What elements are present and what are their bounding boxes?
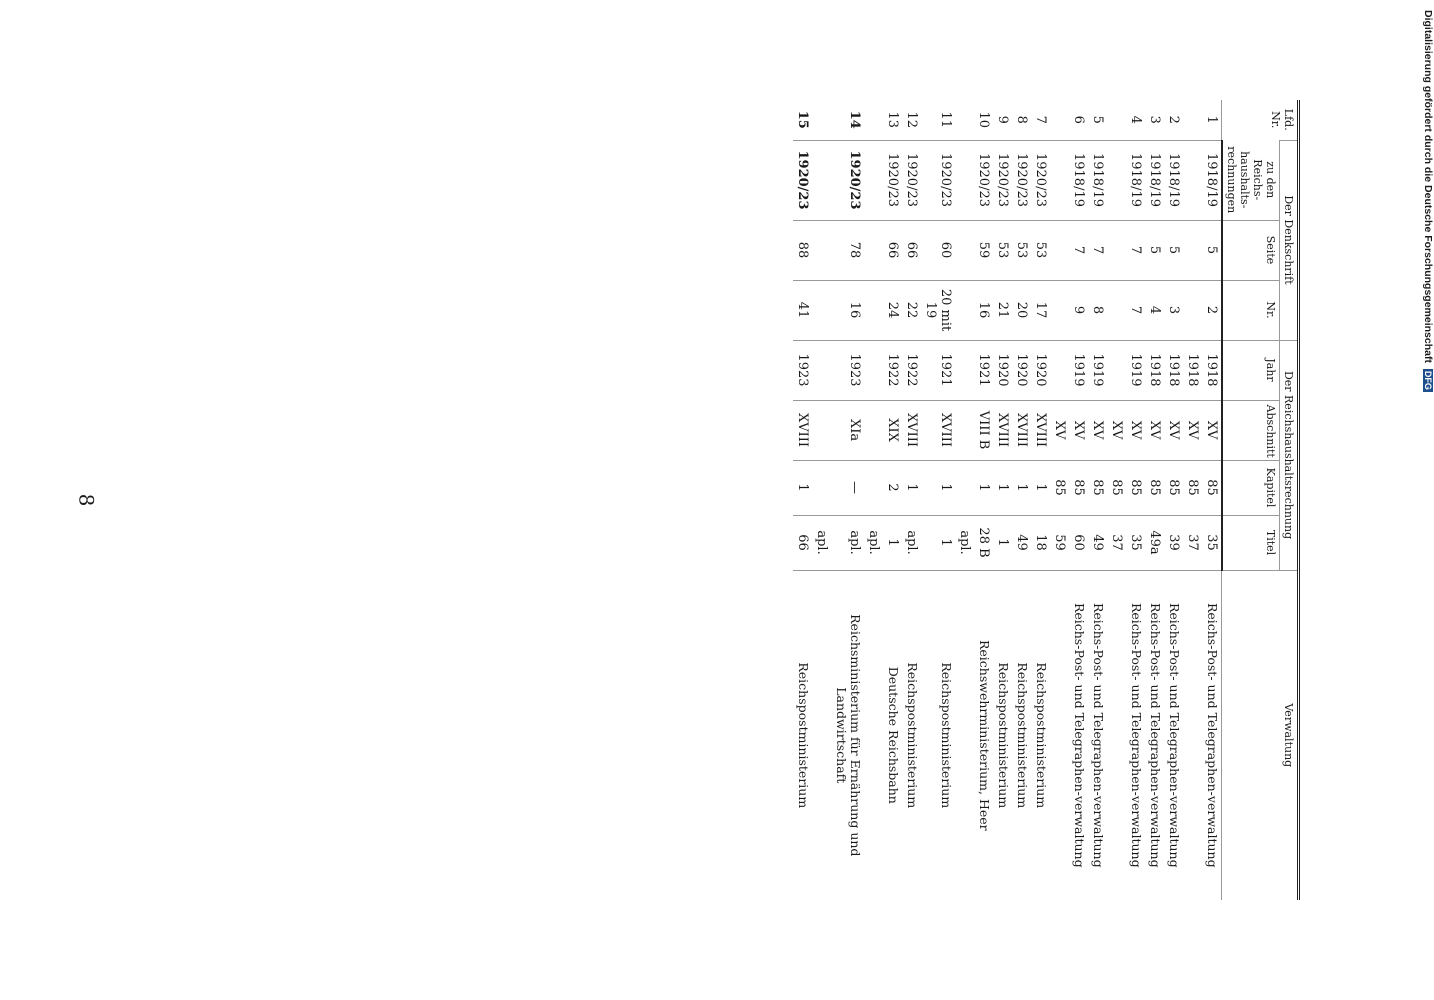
cell-nr: 9	[1069, 280, 1088, 340]
cell-verwaltung: Reichs-Post- und Telegraphen-verwaltung	[1088, 570, 1107, 900]
cell-rechnungen: 1920/23	[921, 140, 955, 220]
cell-nr: 22	[902, 280, 921, 340]
cell-verwaltung: Reichspostministerium	[1012, 570, 1031, 900]
cell-verwaltung	[955, 570, 974, 900]
cell-lfd: 1	[1204, 115, 1220, 124]
cell-verwaltung: Reichspostministerium	[921, 570, 955, 900]
cell-rechnungen: 1920/23	[831, 140, 864, 220]
table-row	[902, 100, 921, 900]
cell-rechnungen: 1918/19	[1164, 140, 1183, 220]
cell-nr: 24	[883, 280, 902, 340]
cell-nr	[1107, 280, 1126, 340]
cell-titel: apl.	[831, 515, 864, 570]
cell-titel: 37	[1183, 515, 1202, 570]
cell-kapitel: 1	[1031, 460, 1050, 515]
cell-titel: 1	[921, 515, 955, 570]
cell-kapitel: 1	[793, 460, 812, 515]
cell-kapitel: 85	[1164, 460, 1183, 515]
cell-abschnitt: XV	[1050, 400, 1069, 460]
cell-nr	[1050, 280, 1069, 340]
cell-seite: 66	[883, 220, 902, 280]
cell-rechnungen	[1050, 140, 1069, 220]
cell-lfd	[812, 100, 831, 140]
cell-seite: 53	[1012, 220, 1031, 280]
cell-verwaltung: Reichs-Post- und Telegraphen-verwaltung	[1145, 570, 1164, 900]
cell-titel: 35	[1202, 515, 1222, 570]
header-abschnitt: Abschnitt	[1222, 400, 1280, 460]
cell-lfd: 11	[938, 111, 953, 129]
page-number: 8	[74, 493, 99, 507]
cell-lfd: 7	[1033, 115, 1048, 124]
cell-kapitel: 1	[921, 460, 955, 515]
header-zu-den-rechnungen: zu den Reichs-haushalts-rechnungen	[1222, 140, 1280, 220]
cell-verwaltung: Reichspostministerium	[902, 570, 921, 900]
cell-titel: 39	[1164, 515, 1183, 570]
ledger-table-rotated	[124, 100, 1300, 900]
cell-kapitel: 85	[1202, 460, 1222, 515]
cell-titel: 59	[1050, 515, 1069, 570]
cell-abschnitt	[812, 400, 831, 460]
cell-nr	[812, 280, 831, 340]
cell-abschnitt: XVIII	[793, 400, 812, 460]
cell-rechnungen	[864, 140, 883, 220]
dfg-logo: DFG	[1423, 370, 1433, 390]
cell-nr: 16	[831, 280, 864, 340]
cell-seite: 5	[1164, 220, 1183, 280]
cell-rechnungen: 1920/23	[1031, 140, 1050, 220]
cell-rechnungen	[812, 140, 831, 220]
table-row	[921, 100, 955, 900]
cell-titel: 1	[883, 515, 902, 570]
cell-rechnungen: 1918/19	[1145, 140, 1164, 220]
cell-jahr: 1920	[993, 340, 1012, 400]
cell-nr: 16	[974, 280, 993, 340]
cell-nr: 20 mit 19	[921, 280, 955, 340]
cell-jahr: 1922	[883, 340, 902, 400]
cell-lfd: 8	[1014, 115, 1029, 124]
cell-lfd	[1050, 100, 1069, 140]
table-row	[1012, 100, 1031, 900]
header-verwaltung: Verwaltung	[1222, 570, 1299, 900]
cell-lfd	[955, 100, 974, 140]
cell-titel: apl.	[864, 515, 883, 570]
cell-lfd: 2	[1166, 115, 1181, 124]
cell-jahr	[812, 340, 831, 400]
cell-kapitel	[864, 460, 883, 515]
header-seite: Seite	[1222, 220, 1280, 280]
cell-titel: 49	[1012, 515, 1031, 570]
cell-nr: 20	[1012, 280, 1031, 340]
table-row	[1164, 100, 1183, 900]
cell-seite: 66	[902, 220, 921, 280]
cell-kapitel	[812, 460, 831, 515]
cell-verwaltung: Deutsche Reichsbahn	[883, 570, 902, 900]
cell-titel: apl.	[955, 515, 974, 570]
cell-abschnitt: XVIII	[993, 400, 1012, 460]
cell-nr: 7	[1126, 280, 1145, 340]
cell-kapitel: 85	[1183, 460, 1202, 515]
table-row	[864, 100, 883, 900]
cell-nr: 21	[993, 280, 1012, 340]
cell-verwaltung: Reichswehrministerium, Heer	[974, 570, 993, 900]
cell-abschnitt: XVIII	[1031, 400, 1050, 460]
table-row	[1183, 100, 1202, 900]
cell-nr: 41	[793, 280, 812, 340]
table-row	[1050, 100, 1069, 900]
cell-rechnungen: 1918/19	[1088, 140, 1107, 220]
cell-seite: 59	[974, 220, 993, 280]
cell-seite: 78	[831, 220, 864, 280]
header-nr: Nr.	[1222, 280, 1280, 340]
cell-rechnungen	[955, 140, 974, 220]
table-row	[793, 100, 812, 900]
cell-kapitel: 1	[993, 460, 1012, 515]
table-row	[1088, 100, 1107, 900]
ledger-table	[793, 100, 1300, 900]
table-row	[1069, 100, 1088, 900]
table-row	[993, 100, 1012, 900]
cell-rechnungen: 1920/23	[993, 140, 1012, 220]
cell-verwaltung: Reichspostministerium	[793, 570, 812, 900]
cell-jahr: 1923	[793, 340, 812, 400]
cell-kapitel: 85	[1107, 460, 1126, 515]
table-row	[831, 100, 864, 900]
cell-abschnitt: XVIII	[1012, 400, 1031, 460]
cell-jahr: 1919	[1126, 340, 1145, 400]
table-row	[1202, 100, 1222, 900]
cell-seite: 88	[793, 220, 812, 280]
cell-nr	[955, 280, 974, 340]
cell-verwaltung	[1183, 570, 1202, 900]
cell-rechnungen: 1920/23	[793, 140, 812, 220]
cell-jahr	[1050, 340, 1069, 400]
cell-jahr: 1921	[921, 340, 955, 400]
cell-rechnungen: 1918/19	[1069, 140, 1088, 220]
cell-nr	[864, 280, 883, 340]
cell-jahr: 1921	[974, 340, 993, 400]
cell-rechnungen	[1183, 140, 1202, 220]
cell-titel: 49a	[1145, 515, 1164, 570]
cell-abschnitt: XV	[1164, 400, 1183, 460]
table-row	[812, 100, 831, 900]
cell-kapitel: —	[831, 460, 864, 515]
cell-seite	[1107, 220, 1126, 280]
cell-seite: 7	[1126, 220, 1145, 280]
cell-lfd: 10	[976, 111, 991, 129]
cell-seite: 60	[921, 220, 955, 280]
cell-verwaltung: Reichs-Post- und Telegraphen-verwaltung	[1126, 570, 1145, 900]
cell-nr	[1183, 280, 1202, 340]
cell-abschnitt: VIII B	[974, 400, 993, 460]
cell-abschnitt: XVIII	[902, 400, 921, 460]
cell-seite: 53	[993, 220, 1012, 280]
digitization-note-text: Digitalisierung gefördert durch die Deutsche Forschungsgemeinschaft	[1422, 10, 1434, 363]
header-denkschrift: Der Denkschrift	[1280, 140, 1299, 340]
cell-seite: 5	[1202, 220, 1222, 280]
cell-jahr	[864, 340, 883, 400]
table-row	[1145, 100, 1164, 900]
cell-rechnungen: 1920/23	[1012, 140, 1031, 220]
header-reichshaushaltsrechnung: Der Reichshaushaltsrechnung	[1280, 340, 1299, 570]
cell-seite	[864, 220, 883, 280]
cell-lfd: 4	[1128, 115, 1143, 124]
cell-verwaltung: Reichspostministerium	[1031, 570, 1050, 900]
cell-lfd: 5	[1090, 115, 1105, 124]
cell-kapitel: 85	[1069, 460, 1088, 515]
cell-seite: 7	[1088, 220, 1107, 280]
cell-jahr: 1922	[902, 340, 921, 400]
cell-verwaltung: Reichspostministerium	[993, 570, 1012, 900]
cell-seite: 7	[1069, 220, 1088, 280]
cell-kapitel: 85	[1145, 460, 1164, 515]
digitization-note	[1418, 10, 1434, 990]
cell-lfd: 9	[995, 115, 1010, 124]
cell-jahr: 1919	[1069, 340, 1088, 400]
cell-kapitel	[955, 460, 974, 515]
cell-lfd: 12	[904, 111, 919, 129]
cell-seite	[812, 220, 831, 280]
cell-verwaltung	[1050, 570, 1069, 900]
cell-rechnungen: 1920/23	[902, 140, 921, 220]
table-row	[1031, 100, 1050, 900]
table-row	[974, 100, 993, 900]
cell-abschnitt: XIX	[883, 400, 902, 460]
cell-titel: 49	[1088, 515, 1107, 570]
cell-lfd: 14	[847, 110, 862, 129]
cell-jahr: 1918	[1164, 340, 1183, 400]
ledger-body	[793, 100, 1222, 900]
table-row	[1126, 100, 1145, 900]
cell-abschnitt	[864, 400, 883, 460]
cell-seite: 5	[1145, 220, 1164, 280]
cell-jahr: 1923	[831, 340, 864, 400]
cell-abschnitt: XVIII	[921, 400, 955, 460]
cell-nr: 8	[1088, 280, 1107, 340]
cell-kapitel: 1	[1012, 460, 1031, 515]
table-row	[1107, 100, 1126, 900]
cell-verwaltung	[1107, 570, 1126, 900]
cell-abschnitt	[955, 400, 974, 460]
cell-nr: 17	[1031, 280, 1050, 340]
cell-abschnitt: XIa	[831, 400, 864, 460]
cell-kapitel: 85	[1126, 460, 1145, 515]
cell-lfd	[1183, 100, 1202, 140]
cell-lfd: 6	[1071, 115, 1086, 124]
cell-kapitel: 2	[883, 460, 902, 515]
cell-titel: apl.	[902, 515, 921, 570]
cell-lfd	[1107, 100, 1126, 140]
cell-abschnitt: XV	[1069, 400, 1088, 460]
cell-seite: 53	[1031, 220, 1050, 280]
cell-verwaltung	[812, 570, 831, 900]
cell-kapitel: 85	[1050, 460, 1069, 515]
cell-lfd: 3	[1147, 115, 1162, 124]
cell-rechnungen: 1920/23	[974, 140, 993, 220]
header-jahr: Jahr	[1222, 340, 1280, 400]
cell-kapitel: 1	[974, 460, 993, 515]
cell-seite	[1183, 220, 1202, 280]
table-row	[883, 100, 902, 900]
table-row	[955, 100, 974, 900]
cell-abschnitt: XV	[1107, 400, 1126, 460]
cell-rechnungen: 1918/19	[1126, 140, 1145, 220]
cell-verwaltung: Reichs-Post- und Telegraphen-verwaltung	[1202, 570, 1222, 900]
cell-kapitel: 1	[902, 460, 921, 515]
cell-jahr: 1918	[1202, 340, 1222, 400]
cell-titel: 37	[1107, 515, 1126, 570]
cell-jahr: 1920	[1012, 340, 1031, 400]
cell-kapitel: 85	[1088, 460, 1107, 515]
cell-nr: 2	[1202, 280, 1222, 340]
cell-titel: 1	[993, 515, 1012, 570]
cell-titel: 60	[1069, 515, 1088, 570]
cell-nr: 4	[1145, 280, 1164, 340]
cell-lfd	[864, 100, 883, 140]
cell-titel: 18	[1031, 515, 1050, 570]
cell-lfd: 15	[795, 110, 811, 129]
cell-rechnungen	[1107, 140, 1126, 220]
cell-jahr	[1107, 340, 1126, 400]
cell-verwaltung: Reichsministerium für Ernährung und Landwirtschaft	[831, 570, 864, 900]
cell-nr: 3	[1164, 280, 1183, 340]
cell-jahr: 1918	[1145, 340, 1164, 400]
cell-seite	[955, 220, 974, 280]
cell-titel: 28 B	[974, 515, 993, 570]
header-lfd-nr: Lfd. Nr.	[1222, 100, 1299, 140]
cell-abschnitt: XV	[1202, 400, 1222, 460]
cell-abschnitt: XV	[1088, 400, 1107, 460]
cell-jahr: 1918	[1183, 340, 1202, 400]
cell-rechnungen: 1920/23	[883, 140, 902, 220]
cell-jahr: 1919	[1088, 340, 1107, 400]
cell-jahr: 1920	[1031, 340, 1050, 400]
cell-verwaltung	[864, 570, 883, 900]
header-kapitel: Kapitel	[1222, 460, 1280, 515]
cell-titel: apl.	[812, 515, 831, 570]
cell-jahr	[955, 340, 974, 400]
cell-verwaltung: Reichs-Post- und Telegraphen-verwaltung	[1069, 570, 1088, 900]
cell-titel: 66	[793, 515, 812, 570]
cell-rechnungen: 1918/19	[1202, 140, 1222, 220]
cell-verwaltung: Reichs-Post- und Telegraphen-verwaltung	[1164, 570, 1183, 900]
cell-abschnitt: XV	[1183, 400, 1202, 460]
cell-abschnitt: XV	[1126, 400, 1145, 460]
cell-titel: 35	[1126, 515, 1145, 570]
cell-lfd: 13	[885, 111, 900, 129]
cell-seite	[1050, 220, 1069, 280]
header-titel: Titel	[1222, 515, 1280, 570]
cell-abschnitt: XV	[1145, 400, 1164, 460]
